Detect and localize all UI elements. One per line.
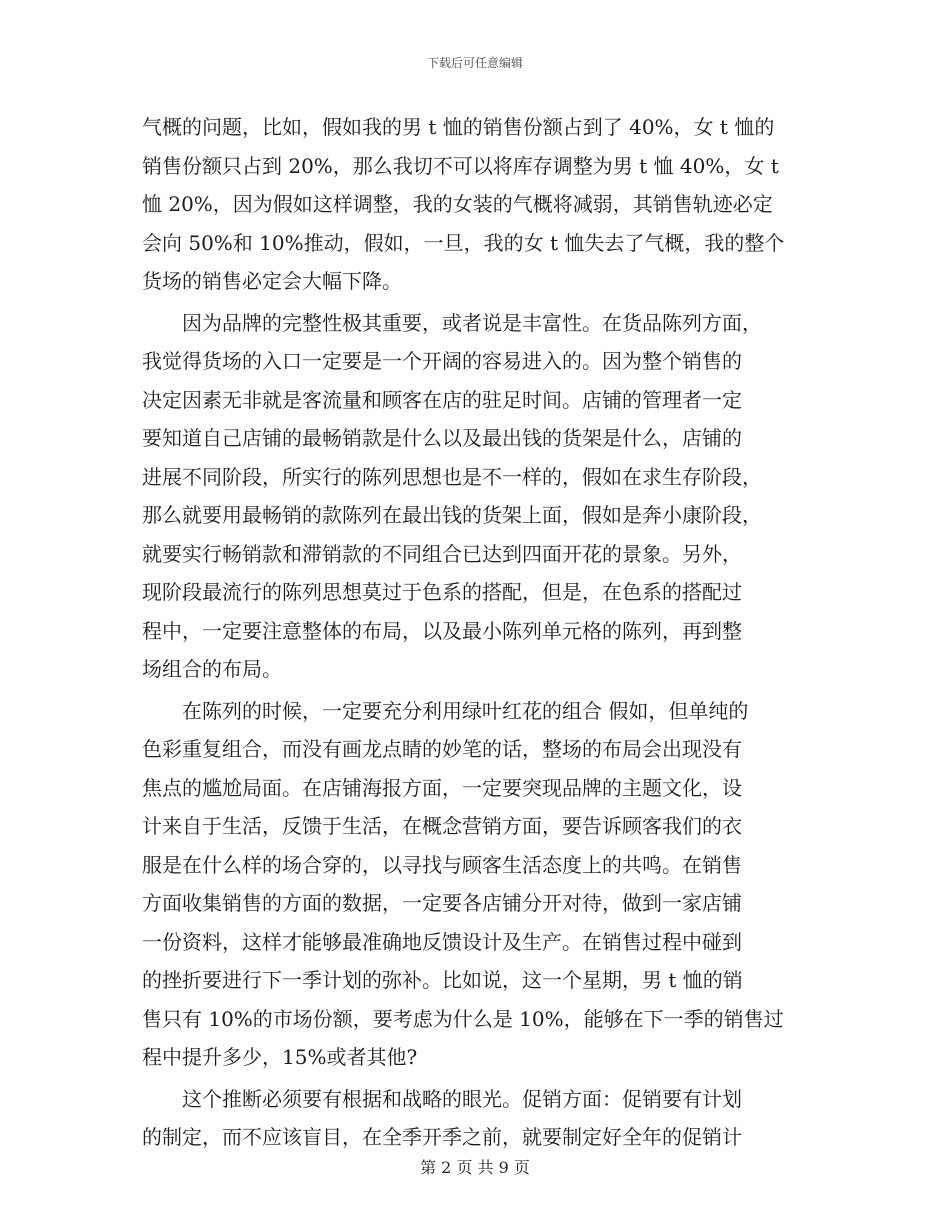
paragraph (142, 304, 812, 689)
text-line: 那么就要用最畅销的款陈列在最出钱的货架上面，假如是奔小康阶段， (142, 503, 762, 527)
text-line: 场组合的布局。 (142, 657, 282, 681)
text-line: 在陈列的时候，一定要充分利用绿叶红花的组合 假如，但单纯的 (142, 698, 749, 723)
text-line: 程中提升多少，15%或者其他? (142, 1045, 418, 1069)
text-line: 服是在什么样的场合穿的，以寻找与顾客生活态度上的共鸣。在销售 (142, 852, 742, 877)
text-line: 现阶段最流行的陈列思想莫过于色系的搭配，但是，在色系的搭配过 (142, 580, 742, 604)
paragraph (142, 692, 812, 1077)
text-line: 恤 20%，因为假如这样调整，我的女装的气概将减弱，其销售轨迹必定 (142, 192, 773, 216)
text-line: 的挫折要进行下一季计划的弥补。比如说，这一个星期，男 t 恤的销 (142, 968, 743, 992)
text-line: 进展不同阶段，所实行的陈列思想也是不一样的，假如在求生存阶段， (142, 464, 762, 489)
text-line: 色彩重复组合，而没有画龙点睛的妙笔的话，整场的布局会出现没有 (142, 737, 742, 761)
text-line: 货场的销售必定会大幅下降。 (142, 269, 402, 293)
text-line: 的制定，而不应该盲目，在全季开季之前，就要制定好全年的促销计 (142, 1125, 742, 1149)
paragraph (142, 1080, 812, 1157)
text-line: 会向 50%和 10%推动，假如，一旦，我的女 t 恤失去了气概，我的整个 (142, 230, 785, 255)
text-line: 因为品牌的完整性极其重要，或者说是丰富性。在货品陈列方面， (142, 310, 762, 335)
text-line: 方面收集销售的方面的数据，一定要各店铺分开对待，做到一家店铺 (142, 891, 742, 915)
text-line: 销售份额只占到 20%，那么我切不可以将库存调整为男 t 恤 40%，女 t (142, 153, 779, 178)
text-line: 一份资料，这样才能够最准确地反馈设计及生产。在销售过程中碰到 (142, 929, 742, 954)
paragraph (142, 108, 812, 301)
text-line: 这个推断必须要有根据和战略的眼光。促销方面：促销要有计划 (142, 1086, 742, 1111)
text-line: 就要实行畅销款和滞销款的不同组合已达到四面开花的景象。另外， (142, 541, 742, 566)
text-line: 我觉得货场的入口一定要是一个开阔的容易进入的。因为整个销售的 (142, 349, 742, 373)
text-line: 气概的问题，比如，假如我的男 t 恤的销售份额占到了 40%，女 t 恤的 (142, 115, 775, 139)
text-line: 要知道自己店铺的最畅销款是什么以及最出钱的货架是什么，店铺的 (142, 426, 742, 450)
page-header: 下载后可任意编辑 (426, 56, 523, 70)
text-line: 售只有 10%的市场份额，要考虑为什么是 10%，能够在下一季的销售过 (142, 1006, 784, 1031)
text-line: 程中，一定要注意整体的布局，以及最小陈列单元格的陈列，再到整 (142, 618, 742, 643)
document-body (142, 108, 812, 1157)
page-footer: 第 2 页 共 9 页 (420, 1158, 530, 1177)
text-line: 决定因素无非就是客流量和顾客在店的驻足时间。店铺的管理者一定 (142, 387, 742, 412)
text-line: 计来自于生活，反馈于生活，在概念营销方面，要告诉顾客我们的衣 (142, 814, 742, 838)
text-line: 焦点的尴尬局面。在店铺海报方面，一定要突现品牌的主题文化，设 (142, 775, 742, 800)
